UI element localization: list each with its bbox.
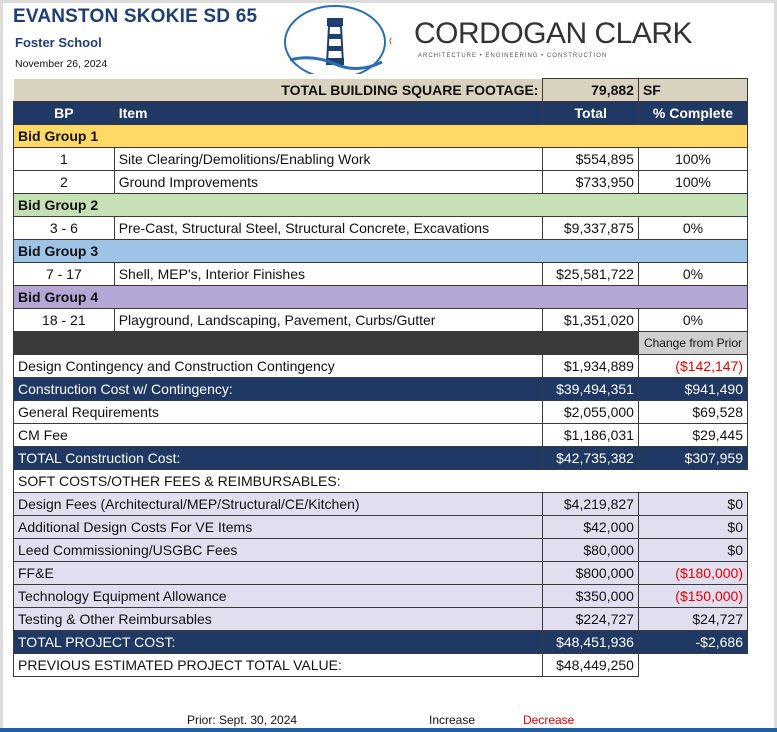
item-cell: Pre-Cast, Structural Steel, Structural Concrete, Excavations	[114, 217, 543, 240]
lighthouse-icon	[282, 4, 388, 74]
total-cell: $1,186,031	[543, 424, 639, 447]
district-title: EVANSTON SKOKIE SD 65	[13, 6, 258, 27]
cost-table	[13, 78, 748, 677]
total-cell: $25,581,722	[543, 263, 639, 286]
sqft-value: 79,882	[543, 79, 639, 102]
bp-cell: 2	[14, 171, 115, 194]
table-row	[14, 424, 748, 447]
table-row	[14, 263, 748, 286]
sqft-unit: SF	[638, 79, 747, 102]
total-cell: $224,727	[543, 608, 639, 631]
change-header: Change from Prior	[638, 332, 747, 355]
change-cell: $69,528	[638, 401, 747, 424]
table-row	[14, 217, 748, 240]
change-cell: $24,727	[638, 608, 747, 631]
change-cell: $0	[638, 493, 747, 516]
group-header	[14, 240, 748, 263]
subtotal-row	[14, 447, 748, 470]
bp-cell: 1	[14, 148, 115, 171]
legend-decrease: Decrease	[523, 713, 575, 727]
total-cell: $48,451,936	[543, 631, 639, 654]
soft-costs-label: SOFT COSTS/OTHER FEES & REIMBURSABLES:	[14, 470, 748, 493]
total-cell: $1,934,889	[543, 355, 639, 378]
pct-cell: 100%	[638, 171, 747, 194]
report-header	[3, 3, 774, 77]
label-cell: Additional Design Costs For VE Items	[14, 516, 543, 539]
col-item: Item	[114, 102, 543, 125]
table-row	[14, 608, 748, 631]
label-cell: General Requirements	[14, 401, 543, 424]
spreadsheet	[3, 3, 774, 732]
previous-total-row	[14, 654, 748, 677]
label-cell: Technology Equipment Allowance	[14, 585, 543, 608]
total-cell: $4,219,827	[543, 493, 639, 516]
total-cell: $80,000	[543, 539, 639, 562]
label-cell: Leed Commissioning/USGBC Fees	[14, 539, 543, 562]
change-cell: ($142,147)	[638, 355, 747, 378]
label-cell: TOTAL Construction Cost:	[14, 447, 543, 470]
group-header	[14, 125, 748, 148]
subtotal-row	[14, 378, 748, 401]
pct-cell: 0%	[638, 217, 747, 240]
total-cell: $1,351,020	[543, 309, 639, 332]
report-date: November 26, 2024	[15, 58, 108, 70]
col-pct: % Complete	[638, 102, 747, 125]
table-row	[14, 401, 748, 424]
bp-cell: 18 - 21	[14, 309, 115, 332]
change-cell: $0	[638, 539, 747, 562]
separator-row	[14, 332, 748, 355]
group-name: Bid Group 3	[14, 240, 748, 263]
group-header	[14, 286, 748, 309]
label-cell: Construction Cost w/ Contingency:	[14, 378, 543, 401]
section-label-row	[14, 470, 748, 493]
total-cell: $9,337,875	[543, 217, 639, 240]
change-cell: -$2,686	[638, 631, 747, 654]
col-total: Total	[543, 102, 639, 125]
table-row	[14, 516, 748, 539]
table-row	[14, 355, 748, 378]
pct-cell: 0%	[638, 263, 747, 286]
firm-tagline: ARCHITECTURE • ENGINEERING • CONSTRUCTION	[418, 53, 608, 59]
empty-cell	[638, 654, 747, 677]
total-cell: $800,000	[543, 562, 639, 585]
school-name: Foster School	[15, 35, 102, 50]
bp-cell: 7 - 17	[14, 263, 115, 286]
table-row	[14, 148, 748, 171]
change-cell: $29,445	[638, 424, 747, 447]
window-bottom-bar	[0, 728, 777, 732]
label-cell: PREVIOUS ESTIMATED PROJECT TOTAL VALUE:	[14, 654, 543, 677]
label-cell: Testing & Other Reimbursables	[14, 608, 543, 631]
total-cell: $733,950	[543, 171, 639, 194]
legend-increase: Increase	[429, 713, 476, 727]
change-cell: $307,959	[638, 447, 747, 470]
total-cell: $39,494,351	[543, 378, 639, 401]
group-name: Bid Group 1	[14, 125, 748, 148]
item-cell: Shell, MEP's, Interior Finishes	[114, 263, 543, 286]
group-header	[14, 194, 748, 217]
total-cell: $554,895	[543, 148, 639, 171]
label-cell: FF&E	[14, 562, 543, 585]
column-header-row	[14, 102, 748, 125]
item-cell: Ground Improvements	[114, 171, 543, 194]
prior-date: Prior: Sept. 30, 2024	[187, 713, 298, 727]
change-cell: $0	[638, 516, 747, 539]
table-row	[14, 493, 748, 516]
sqft-label: TOTAL BUILDING SQUARE FOOTAGE:	[14, 79, 543, 102]
project-total-row	[14, 631, 748, 654]
firm-name: CORDOGAN CLARK	[414, 17, 693, 50]
table-row	[14, 562, 748, 585]
total-cell: $350,000	[543, 585, 639, 608]
col-bp: BP	[14, 102, 115, 125]
label-cell: CM Fee	[14, 424, 543, 447]
change-cell: ($150,000)	[638, 585, 747, 608]
label-cell: Design Contingency and Construction Contingency	[14, 355, 543, 378]
sqft-row	[14, 79, 748, 102]
table-row	[14, 309, 748, 332]
table-row	[14, 539, 748, 562]
pct-cell: 0%	[638, 309, 747, 332]
group-name: Bid Group 4	[14, 286, 748, 309]
item-cell: Playground, Landscaping, Pavement, Curbs/Gutter	[114, 309, 543, 332]
group-name: Bid Group 2	[14, 194, 748, 217]
total-cell: $2,055,000	[543, 401, 639, 424]
table-row	[14, 585, 748, 608]
total-cell: $42,000	[543, 516, 639, 539]
change-cell: $941,490	[638, 378, 747, 401]
change-cell: ($180,000)	[638, 562, 747, 585]
label-cell: Design Fees (Architectural/MEP/Structural/CE/Kitchen)	[14, 493, 543, 516]
table-row	[14, 171, 748, 194]
bp-cell: 3 - 6	[14, 217, 115, 240]
label-cell: TOTAL PROJECT COST:	[14, 631, 543, 654]
total-cell: $42,735,382	[543, 447, 639, 470]
pct-cell: 100%	[638, 148, 747, 171]
total-cell: $48,449,250	[543, 654, 639, 677]
item-cell: Site Clearing/Demolitions/Enabling Work	[114, 148, 543, 171]
